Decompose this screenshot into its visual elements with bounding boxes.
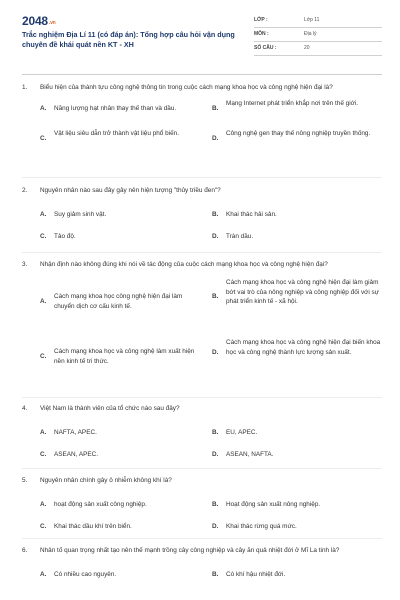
meta-value: Lớp 11	[304, 17, 320, 23]
meta-value: 20	[304, 45, 310, 51]
question-stem: 5. Nguyên nhân chính gây ô nhiễm không khí là?	[22, 477, 172, 484]
question-divider	[22, 397, 382, 398]
option-d[interactable]: D. Tràn dầu.	[212, 233, 254, 240]
option-a[interactable]: A. NAFTA, APEC.	[40, 429, 97, 436]
question-stem: 4. Việt Nam là thành viên của tổ chức nào sau đây?	[22, 405, 180, 412]
option-d[interactable]: D. Cách mạng khoa học và công nghệ hiện đại biến khoa học và công nghệ thành lực lượng sản xuất.	[212, 339, 381, 356]
question-number: 2.	[22, 187, 28, 194]
question-6	[22, 546, 382, 586]
meta-row-count	[254, 42, 382, 56]
question-divider	[22, 538, 382, 539]
option-group	[22, 202, 382, 250]
question-2	[22, 186, 382, 250]
option-b[interactable]: B. Mạng Internet phát triển khắp nơi trên thế giới.	[212, 100, 359, 112]
question-3	[22, 260, 382, 388]
meta-value: Địa lý	[304, 31, 317, 37]
option-group	[22, 420, 382, 468]
document-header	[22, 12, 382, 68]
option-a[interactable]: A. Suy giảm sinh vật.	[40, 211, 107, 218]
question-number: 6.	[22, 547, 28, 554]
question-stem: 6. Nhân tố quan trọng nhất tạo nên thế mạnh trồng cây công nghiệp và cây ăn quả nhiệt đới ở Mĩ La tinh là?	[22, 547, 340, 554]
site-logo[interactable]: 2048.vn	[22, 14, 56, 28]
header-divider	[22, 74, 382, 75]
option-group	[22, 492, 382, 540]
option-c[interactable]: C. ASEAN, APEC.	[40, 451, 99, 458]
document-title: Trắc nghiệm Địa Lí 11 (có đáp án): Tổng hợp câu hỏi vận dụng chuyên đề khái quát nền KT - XH	[22, 30, 235, 49]
option-b[interactable]: B. Có khí hậu nhiệt đới.	[212, 571, 286, 578]
option-a[interactable]: A. Năng lượng hạt nhân thay thế than và dầu.	[40, 105, 177, 112]
question-stem: 1. Biểu hiện của thành tựu công nghệ thông tin trong cuộc cách mạng khoa học và công nghệ hiện đại là?	[22, 84, 333, 91]
option-c[interactable]: C. Vật liệu siêu dẫn trở thành vật liệu phổ biến.	[40, 130, 179, 142]
question-stem: 2. Nguyên nhân nào sau đây gây nên hiện tượng "thủy triều đen"?	[22, 187, 221, 194]
question-stem: 3. Nhận định nào không đúng khi nói về tác động của cuộc cách mạng khoa học và công nghệ hiện đại?	[22, 261, 328, 268]
question-4	[22, 404, 382, 468]
option-c[interactable]: C. Tảo độ.	[40, 233, 76, 240]
question-5	[22, 476, 382, 540]
option-group	[22, 276, 382, 388]
option-b[interactable]: B. Khai thác hải sản.	[212, 211, 277, 218]
option-group	[22, 99, 382, 161]
question-divider	[22, 252, 382, 253]
option-a[interactable]: A. Có nhiều cao nguyên.	[40, 571, 117, 578]
meta-key: SỐ CÂU :	[254, 45, 277, 51]
meta-row-subject	[254, 28, 382, 42]
question-number: 4.	[22, 405, 28, 412]
meta-row-class	[254, 14, 382, 28]
question-number: 3.	[22, 261, 28, 268]
option-d[interactable]: D. Khai thác rừng quá mức.	[212, 523, 297, 530]
option-d[interactable]: D. Công nghệ gen thay thế nông nghiệp truyền thống.	[212, 130, 371, 142]
question-divider	[22, 177, 382, 178]
question-number: 5.	[22, 477, 28, 484]
meta-key: LỚP :	[254, 17, 268, 23]
meta-key: MÔN :	[254, 31, 269, 37]
question-divider	[22, 468, 382, 469]
meta-table	[254, 14, 382, 56]
option-d[interactable]: D. ASEAN, NAFTA.	[212, 451, 274, 458]
option-b[interactable]: B. EU, APEC.	[212, 429, 258, 436]
question-number: 1.	[22, 84, 28, 91]
option-a[interactable]: A. hoạt động sản xuất công nghiệp.	[40, 501, 147, 508]
option-b[interactable]: B. Cách mạng khoa học và công nghệ hiện đại làm giảm bớt vai trò của nông nghiệp và công nghiệp đối với sự phát triển kinh tế - xã hội.	[212, 279, 379, 305]
option-c[interactable]: C. Cách mạng khoa học và công nghệ làm xuất hiện nền kinh tế tri thức.	[40, 348, 195, 365]
option-group	[22, 562, 382, 586]
option-c[interactable]: C. Khai thác dầu khí trên biển.	[40, 523, 132, 530]
option-b[interactable]: B. Hoạt động sản xuất nông nghiệp.	[212, 501, 321, 508]
question-1	[22, 83, 382, 161]
option-a[interactable]: A. Cách mạng khoa học công nghệ hiện đại làm chuyển dịch cơ cấu kinh tế.	[40, 293, 183, 310]
